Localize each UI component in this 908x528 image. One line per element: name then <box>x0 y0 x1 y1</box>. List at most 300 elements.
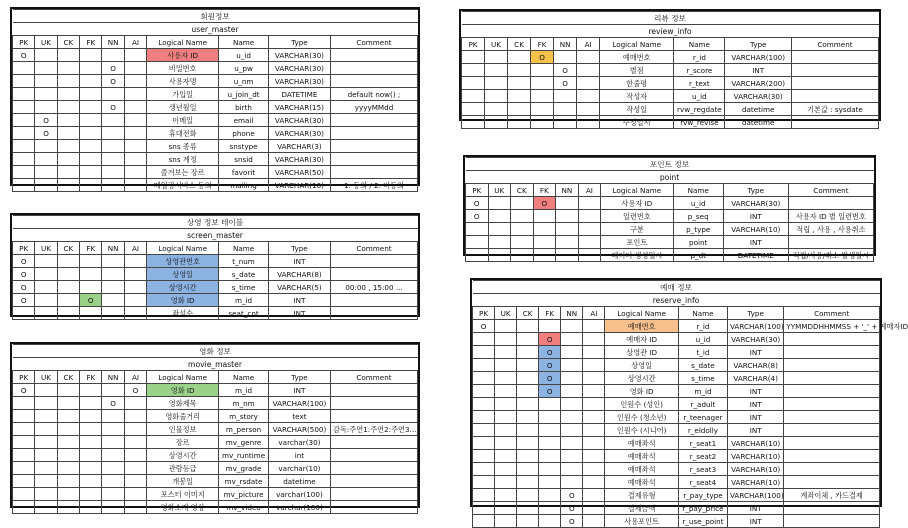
cell-ck <box>508 116 531 129</box>
cell-ai <box>578 197 601 210</box>
table-row <box>473 476 880 489</box>
cell-uk <box>35 384 57 397</box>
cell-nn <box>556 223 579 236</box>
cell-type: DATETIME <box>723 249 788 262</box>
column-header: Logical Name <box>147 242 219 255</box>
column-header: NN <box>102 371 124 384</box>
cell-fk <box>80 101 102 114</box>
column-header: Type <box>268 371 330 384</box>
table-row <box>13 127 418 140</box>
cell-ai <box>583 398 605 411</box>
table-row <box>473 320 880 333</box>
cell-type: DATETIME <box>268 88 330 101</box>
table-physical-name: movie_master <box>13 358 418 371</box>
cell-ai <box>583 450 605 463</box>
cell-comment <box>791 64 878 77</box>
table-row <box>13 410 418 423</box>
cell-name: r_eldolly <box>678 424 727 437</box>
table-row <box>13 436 418 449</box>
table-row <box>13 88 418 101</box>
cell-pk <box>473 385 495 398</box>
cell-comment <box>331 307 418 320</box>
cell-logical: 예매좌석 <box>605 463 679 476</box>
cell-name: u_id <box>674 90 725 103</box>
cell-nn <box>102 501 124 514</box>
table-row <box>473 398 880 411</box>
cell-ai <box>583 320 605 333</box>
cell-pk <box>473 502 495 515</box>
table-physical-name: user_master <box>13 23 418 36</box>
cell-ck <box>57 88 79 101</box>
table-title: 회원정보 <box>13 10 418 23</box>
cell-uk <box>495 398 517 411</box>
cell-ck <box>508 51 531 64</box>
column-header: PK <box>13 371 35 384</box>
cell-pk <box>13 114 35 127</box>
cell-ck <box>57 423 79 436</box>
column-header: CK <box>57 36 79 49</box>
cell-pk <box>473 437 495 450</box>
cell-ai <box>124 294 146 307</box>
cell-name: u_id <box>219 49 269 62</box>
cell-uk <box>35 462 57 475</box>
table-physical-name: reserve_info <box>473 294 880 307</box>
cell-fk <box>80 397 102 410</box>
cell-comment <box>791 116 878 129</box>
cell-type: VARCHAR(50) <box>268 166 330 179</box>
cell-logical: 구분 <box>601 223 674 236</box>
cell-type: VARCHAR(500) <box>268 423 330 436</box>
cell-nn <box>561 424 583 437</box>
cell-uk <box>35 153 57 166</box>
cell-name: m_person <box>219 423 269 436</box>
cell-uk <box>485 51 508 64</box>
cell-logical: 예매자 ID <box>605 333 679 346</box>
cell-logical: 인원수 (시니어) <box>605 424 679 437</box>
cell-name: phone <box>219 127 269 140</box>
cell-type: VARCHAR(10) <box>727 450 783 463</box>
table-row <box>13 49 418 62</box>
cell-ai <box>578 210 601 223</box>
cell-fk <box>80 153 102 166</box>
cell-fk <box>80 307 102 320</box>
cell-type: VARCHAR(30) <box>268 62 330 75</box>
cell-logical: 영화줄거리 <box>147 410 219 423</box>
cell-ck <box>57 501 79 514</box>
cell-nn <box>561 463 583 476</box>
column-header: Comment <box>331 371 418 384</box>
table-row <box>13 294 418 307</box>
column-header: NN <box>554 38 577 51</box>
cell-ck <box>57 462 79 475</box>
cell-logical: 인물정보 <box>147 423 219 436</box>
cell-ai <box>583 424 605 437</box>
cell-ai <box>583 346 605 359</box>
cell-ai <box>124 449 146 462</box>
cell-ai <box>124 127 146 140</box>
cell-logical: 작성일 <box>600 103 674 116</box>
cell-ai <box>124 114 146 127</box>
cell-fk <box>80 88 102 101</box>
cell-fk <box>539 320 561 333</box>
cell-type: VARCHAR(100) <box>727 489 783 502</box>
column-header: Type <box>268 242 330 255</box>
cell-comment <box>784 515 880 528</box>
cell-uk <box>35 501 57 514</box>
cell-fk <box>80 462 102 475</box>
cell-comment <box>331 462 418 475</box>
cell-logical: 작성자 <box>600 90 674 103</box>
table-row <box>13 153 418 166</box>
column-header: Comment <box>788 184 873 197</box>
cell-type: VARCHAR(10) <box>727 463 783 476</box>
cell-ck <box>517 333 539 346</box>
cell-ck <box>517 398 539 411</box>
cell-fk <box>80 179 102 192</box>
cell-pk <box>13 449 35 462</box>
column-header: Comment <box>331 242 418 255</box>
table-row <box>473 346 880 359</box>
column-header: Type <box>725 38 792 51</box>
cell-pk <box>13 501 35 514</box>
cell-name: t_num <box>219 255 269 268</box>
cell-ck <box>517 320 539 333</box>
cell-comment <box>331 62 418 75</box>
cell-comment: YYMMDDHHMMSS + '_' + 예매자ID <box>784 320 880 333</box>
cell-fk <box>539 437 561 450</box>
cell-uk <box>35 410 57 423</box>
cell-type: VARCHAR(30) <box>723 197 788 210</box>
cell-comment <box>791 90 878 103</box>
cell-ai <box>583 385 605 398</box>
cell-ck <box>511 236 534 249</box>
column-header: Type <box>727 307 783 320</box>
cell-fk <box>539 502 561 515</box>
cell-nn <box>102 268 124 281</box>
cell-comment <box>331 75 418 88</box>
cell-uk <box>35 140 57 153</box>
cell-fk: O <box>539 372 561 385</box>
cell-uk <box>495 320 517 333</box>
cell-comment <box>331 501 418 514</box>
cell-type: INT <box>727 515 783 528</box>
cell-comment <box>784 385 880 398</box>
cell-name: mv_video <box>219 501 269 514</box>
cell-ck <box>517 515 539 528</box>
cell-logical: 결제금액 <box>605 502 679 515</box>
cell-nn <box>561 372 583 385</box>
cell-nn <box>554 103 577 116</box>
table-row <box>473 502 880 515</box>
column-header: PK <box>473 307 495 320</box>
cell-pk: O <box>466 197 489 210</box>
review-info-table <box>459 9 881 127</box>
cell-type: VARCHAR(10) <box>268 179 330 192</box>
cell-nn: O <box>102 101 124 114</box>
cell-logical: 결제유형 <box>605 489 679 502</box>
column-header: Name <box>673 184 723 197</box>
table-row <box>13 307 418 320</box>
cell-comment: 감독:주연1:주연2:주연3... <box>331 423 418 436</box>
cell-nn: O <box>102 75 124 88</box>
cell-type: varchar(10) <box>268 462 330 475</box>
column-header: FK <box>80 371 102 384</box>
cell-fk <box>533 236 556 249</box>
cell-uk <box>495 450 517 463</box>
column-header: Comment <box>791 38 878 51</box>
cell-nn: O <box>102 62 124 75</box>
cell-ck <box>57 101 79 114</box>
cell-name: snstype <box>219 140 269 153</box>
column-header: UK <box>35 36 57 49</box>
table-row <box>13 423 418 436</box>
cell-type: INT <box>727 502 783 515</box>
cell-ai: O <box>124 384 146 397</box>
cell-pk: O <box>13 268 35 281</box>
cell-pk <box>473 359 495 372</box>
table-row <box>473 515 880 528</box>
cell-comment <box>331 140 418 153</box>
cell-fk <box>539 476 561 489</box>
cell-ai <box>124 475 146 488</box>
cell-nn <box>102 462 124 475</box>
cell-logical: 상영시간 <box>147 281 219 294</box>
cell-pk <box>13 101 35 114</box>
cell-name: mv_picture <box>219 488 269 501</box>
cell-name: r_seat2 <box>678 450 727 463</box>
cell-type: VARCHAR(100) <box>725 51 792 64</box>
cell-type: VARCHAR(10) <box>723 223 788 236</box>
cell-ck <box>57 410 79 423</box>
cell-type: VARCHAR(30) <box>725 90 792 103</box>
cell-uk <box>495 346 517 359</box>
column-header: CK <box>508 38 531 51</box>
column-header: Comment <box>331 36 418 49</box>
cell-uk <box>35 179 57 192</box>
cell-name: r_seat1 <box>678 437 727 450</box>
cell-logical: 상영일 <box>605 359 679 372</box>
cell-type: int <box>268 449 330 462</box>
cell-fk <box>80 114 102 127</box>
cell-nn: O <box>561 515 583 528</box>
cell-name: point <box>673 236 723 249</box>
cell-fk <box>533 210 556 223</box>
cell-ai <box>578 249 601 262</box>
cell-type: VARCHAR(30) <box>268 49 330 62</box>
cell-ck <box>57 436 79 449</box>
cell-nn <box>102 488 124 501</box>
cell-pk <box>13 88 35 101</box>
cell-uk <box>35 307 57 320</box>
cell-fk <box>80 255 102 268</box>
cell-nn <box>102 127 124 140</box>
column-header: UK <box>35 242 57 255</box>
cell-ck <box>517 346 539 359</box>
cell-name: email <box>219 114 269 127</box>
cell-logical: 장르 <box>147 436 219 449</box>
table-row <box>473 385 880 398</box>
cell-uk <box>35 488 57 501</box>
column-header: Logical Name <box>601 184 674 197</box>
cell-pk <box>13 397 35 410</box>
table-row <box>13 101 418 114</box>
cell-name: m_id <box>678 385 727 398</box>
cell-pk <box>13 62 35 75</box>
cell-pk <box>462 103 485 116</box>
cell-type: VARCHAR(30) <box>268 75 330 88</box>
cell-comment <box>784 372 880 385</box>
cell-uk <box>495 424 517 437</box>
cell-nn <box>561 450 583 463</box>
cell-type: VARCHAR(100) <box>727 320 783 333</box>
cell-uk <box>35 436 57 449</box>
cell-uk <box>495 515 517 528</box>
column-header: Logical Name <box>147 36 219 49</box>
cell-ai <box>124 255 146 268</box>
cell-logical: 메일링서비스 동의 <box>147 179 219 192</box>
table-row <box>13 501 418 514</box>
cell-pk <box>473 489 495 502</box>
cell-fk <box>80 281 102 294</box>
cell-name: u_nm <box>219 75 269 88</box>
cell-ck <box>57 114 79 127</box>
cell-name: u_join_dt <box>219 88 269 101</box>
table-row <box>466 249 874 262</box>
cell-name: s_time <box>678 372 727 385</box>
cell-nn <box>561 346 583 359</box>
cell-ck <box>57 449 79 462</box>
column-header: UK <box>35 371 57 384</box>
cell-type: VARCHAR(30) <box>268 153 330 166</box>
cell-logical: 상영일 <box>147 268 219 281</box>
table-title: 영화 정보 <box>13 345 418 358</box>
cell-ck <box>517 437 539 450</box>
table-row <box>13 268 418 281</box>
cell-name: r_teenager <box>678 411 727 424</box>
cell-pk <box>13 179 35 192</box>
cell-type: datetime <box>725 116 792 129</box>
column-header: CK <box>517 307 539 320</box>
table-row <box>473 463 880 476</box>
cell-pk <box>13 410 35 423</box>
cell-fk <box>80 127 102 140</box>
cell-comment <box>331 436 418 449</box>
cell-nn <box>554 51 577 64</box>
cell-name: seat_cnt <box>219 307 269 320</box>
cell-pk: O <box>13 255 35 268</box>
cell-nn <box>102 410 124 423</box>
cell-uk <box>35 166 57 179</box>
cell-type: INT <box>723 210 788 223</box>
cell-ck <box>57 153 79 166</box>
cell-name: u_pw <box>219 62 269 75</box>
column-header: AI <box>124 36 146 49</box>
cell-uk <box>488 236 511 249</box>
cell-fk <box>80 423 102 436</box>
cell-comment <box>784 333 880 346</box>
cell-type: VARCHAR(8) <box>727 359 783 372</box>
cell-pk: O <box>13 294 35 307</box>
cell-comment <box>784 450 880 463</box>
cell-name: u_id <box>673 197 723 210</box>
cell-ai <box>583 502 605 515</box>
cell-name: s_time <box>219 281 269 294</box>
cell-ck <box>57 384 79 397</box>
cell-nn <box>556 249 579 262</box>
cell-fk <box>539 463 561 476</box>
cell-ai <box>124 179 146 192</box>
cell-nn <box>561 333 583 346</box>
cell-nn <box>561 359 583 372</box>
column-header: PK <box>462 38 485 51</box>
cell-ck <box>57 488 79 501</box>
column-header: Name <box>678 307 727 320</box>
cell-ai <box>124 462 146 475</box>
cell-uk <box>485 90 508 103</box>
table-physical-name: review_info <box>462 25 879 38</box>
table-title: 포인트 정보 <box>466 158 874 171</box>
cell-name: r_seat3 <box>678 463 727 476</box>
column-header: AI <box>577 38 600 51</box>
cell-ai <box>578 236 601 249</box>
cell-type: VARCHAR(30) <box>268 114 330 127</box>
cell-type: INT <box>268 384 330 397</box>
cell-uk <box>35 281 57 294</box>
cell-fk: O <box>539 385 561 398</box>
cell-uk <box>488 210 511 223</box>
cell-type: VARCHAR(30) <box>727 333 783 346</box>
cell-uk <box>485 103 508 116</box>
cell-type: INT <box>727 411 783 424</box>
cell-logical: 예매좌석 <box>605 476 679 489</box>
table-row <box>473 424 880 437</box>
cell-uk <box>35 88 57 101</box>
column-header: FK <box>80 36 102 49</box>
cell-logical: 예매좌석 <box>605 450 679 463</box>
cell-pk <box>13 140 35 153</box>
cell-logical: 상영관 ID <box>605 346 679 359</box>
cell-type: VARCHAR(4) <box>727 372 783 385</box>
cell-ck <box>57 179 79 192</box>
cell-uk: O <box>35 127 57 140</box>
cell-fk <box>80 501 102 514</box>
cell-name: birth <box>219 101 269 114</box>
cell-ai <box>124 75 146 88</box>
screen-master-table <box>10 213 420 317</box>
cell-logical: 비밀번호 <box>147 62 219 75</box>
cell-logical: 생년월일 <box>147 101 219 114</box>
cell-nn <box>102 449 124 462</box>
cell-ai <box>583 515 605 528</box>
cell-ck <box>57 307 79 320</box>
cell-nn <box>102 294 124 307</box>
cell-fk <box>531 103 554 116</box>
cell-comment <box>784 346 880 359</box>
table-row <box>462 116 879 129</box>
cell-ai <box>578 223 601 236</box>
cell-logical: 가입일 <box>147 88 219 101</box>
cell-name: m_story <box>219 410 269 423</box>
cell-logical: 영화소개 영상 <box>147 501 219 514</box>
cell-name: s_date <box>219 268 269 281</box>
cell-type: VARCHAR(5) <box>268 281 330 294</box>
column-header: Comment <box>784 307 880 320</box>
table-title: 리뷰 정보 <box>462 12 879 25</box>
cell-pk <box>13 436 35 449</box>
cell-ck <box>517 359 539 372</box>
cell-name: r_id <box>678 320 727 333</box>
cell-nn <box>561 476 583 489</box>
